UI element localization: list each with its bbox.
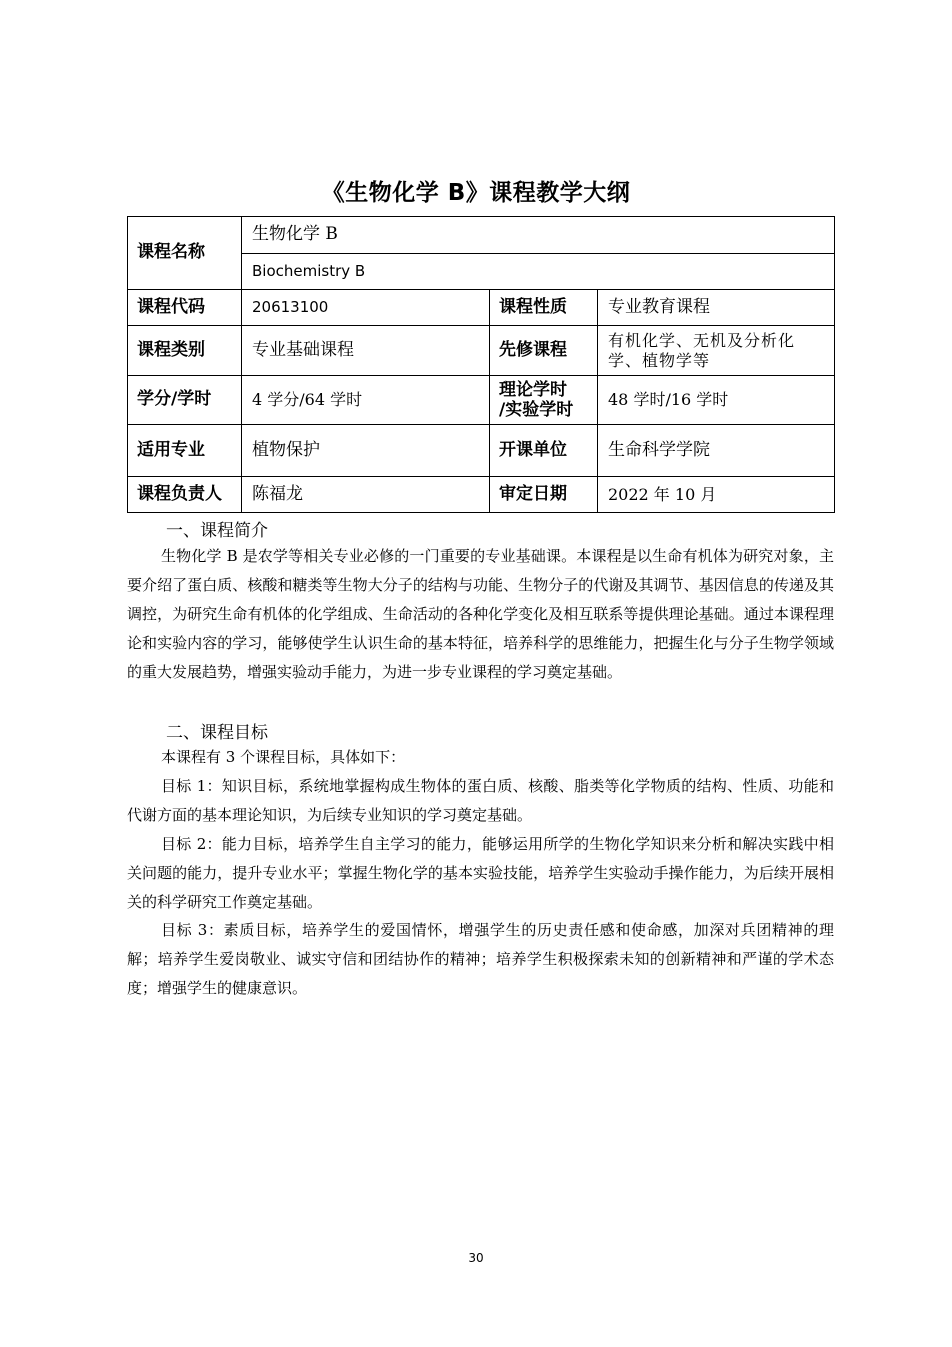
theory-lab-label-line1: 理论学时: [499, 379, 567, 400]
course-code: 20613100: [242, 290, 490, 326]
major-label: 适用专业: [128, 425, 242, 477]
department-label: 开课单位: [490, 425, 598, 477]
theory-lab-hours: 48 学时/16 学时: [598, 376, 835, 425]
intro-heading: 一、课程简介: [166, 521, 268, 541]
course-code-label: 课程代码: [128, 290, 242, 326]
person-label: 课程负责人: [128, 477, 242, 513]
prerequisite: 有机化学、无机及分析化学、植物学等: [598, 326, 835, 376]
theory-lab-label: [490, 376, 598, 425]
credit-hours: 4 学分/64 学时: [242, 376, 490, 425]
course-category: 专业基础课程: [242, 326, 490, 376]
course-nature-label: 课程性质: [490, 290, 598, 326]
course-name-label: 课程名称: [128, 217, 242, 290]
person: 陈福龙: [242, 477, 490, 513]
review-date: 2022 年 10 月: [598, 477, 835, 513]
course-nature: 专业教育课程: [598, 290, 835, 326]
course-info-table: [127, 216, 835, 513]
course-name-cn: 生物化学 B: [242, 217, 835, 254]
prerequisite-label: 先修课程: [490, 326, 598, 376]
goal-3: 目标 3：素质目标，培养学生的爱国情怀，增强学生的历史责任感和使命感，加深对兵团精神的理解；培养学生爱岗敬业、诚实守信和团结协作的精神；培养学生积极探索未知的创新精神和严谨的学术态度；增强学生的健康意识。: [127, 921, 834, 997]
goals-intro: 本课程有 3 个课程目标，具体如下：: [161, 748, 406, 766]
date-label: 审定日期: [490, 477, 598, 513]
department: 生命科学学院: [598, 425, 835, 477]
goals-heading: 二、课程目标: [166, 723, 268, 743]
intro-paragraph: 生物化学 B 是农学等相关专业必修的一门重要的专业基础课。本课程是以生命有机体为研究对象，主要介绍了蛋白质、核酸和糖类等生物大分子的结构与功能、生物分子的代谢及其调节、基因信息的传递及其调控，为研究生命有机体的化学组成、生命活动的各种化学变化及相互联系等提供理论基础。通过本课程理论和实验内容的学习，能够使学生认识生命的基本特征，培养科学的思维能力，把握生化与分子生物学领域的重大发展趋势，增强实验动手能力，为进一步专业课程的学习奠定基础。: [127, 547, 834, 681]
document-title: 《生物化学 B》课程教学大纲: [321, 180, 631, 206]
course-category-label: 课程类别: [128, 326, 242, 376]
theory-lab-label-line2: /实验学时: [499, 400, 574, 420]
goal-1: 目标 1：知识目标，系统地掌握构成生物体的蛋白质、核酸、脂类等化学物质的结构、性质、功能和代谢方面的基本理论知识，为后续专业知识的学习奠定基础。: [127, 777, 834, 824]
credit-hours-label: 学分/学时: [128, 376, 242, 425]
major: 植物保护: [242, 425, 490, 477]
page-number: 30: [468, 1251, 484, 1265]
course-name-en: Biochemistry B: [242, 254, 835, 290]
goal-2: 目标 2：能力目标，培养学生自主学习的能力，能够运用所学的生物化学知识来分析和解决实践中相关问题的能力，提升专业水平；掌握生物化学的基本实验技能，培养学生实验动手操作能力，为后续开展相关的科学研究工作奠定基础。: [127, 835, 834, 911]
